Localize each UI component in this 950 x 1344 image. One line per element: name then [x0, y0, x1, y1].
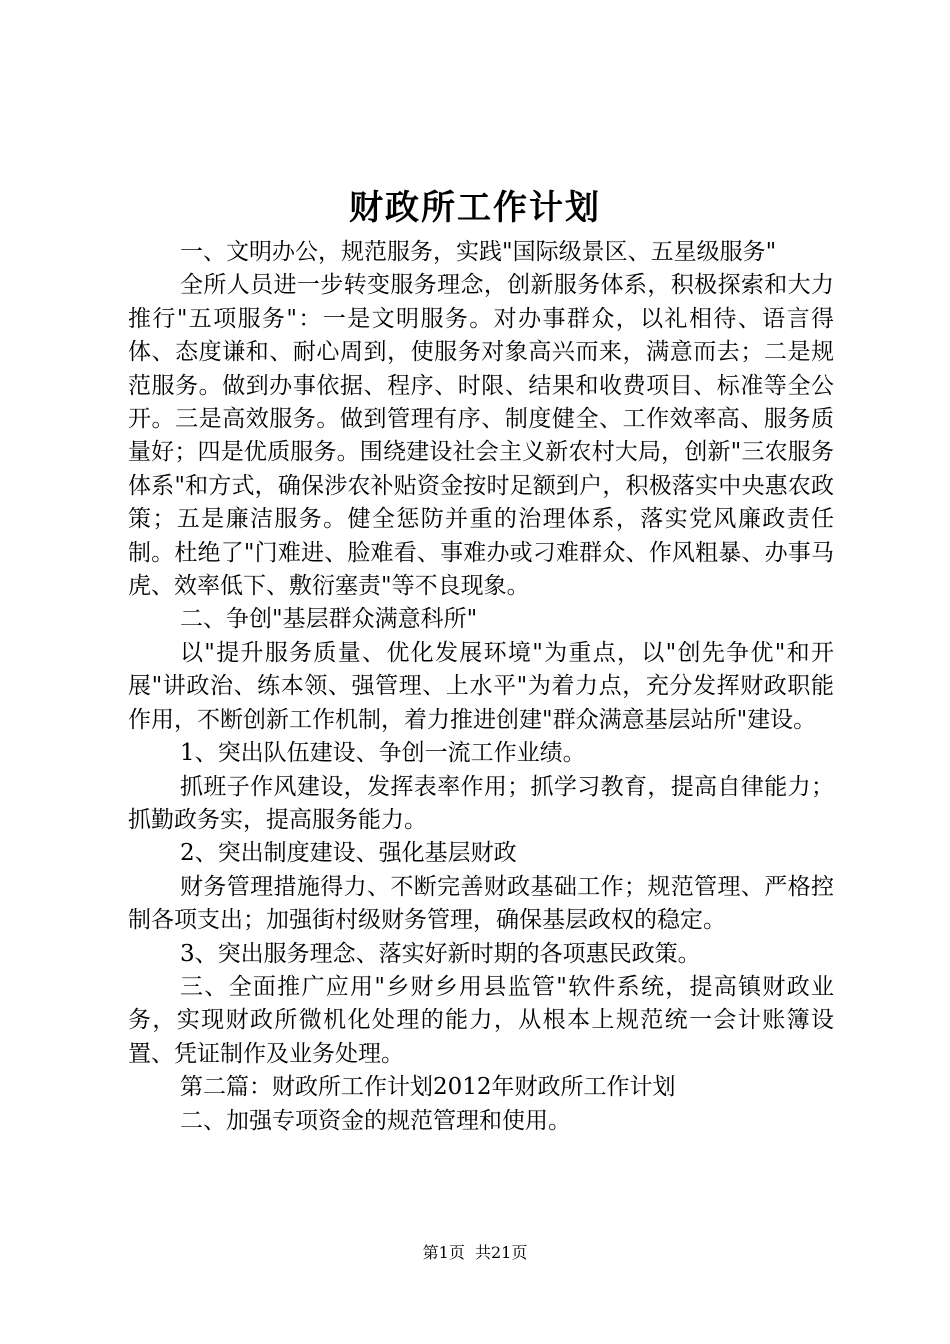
subsection-heading-2: 2、突出制度建设、强化基层财政 [180, 840, 517, 867]
section-heading-1: 一、文明办公，规范服务，实践"国际级景区、五星级服务" [180, 239, 777, 265]
body-paragraph: 全所人员进一步转变服务理念，创新服务体系，积极探索和大力推行"五项服务"：一是文明服务。对办事群众，以礼相待、语言得体、态度谦和、耐心周到，使服务对象高兴而来，满意而去；二是规范服务。做到办事依据、程序、时限、结果和收费项目、标准等全公开。三是高效服务。做到管理有序、制度健全、工作效率高、服务质量好；四是优质服务。围绕建设社会主义新农村大局，创新"三农服务体系"和方式，确保涉农补贴资金按时足额到户，积极落实中央惠农政策；五是廉洁服务。健全惩防并重的治理体系，落实党风廉政责任制。杜绝了"门难进、脸难看、事难办或刁难群众、作风粗暴、办事马虎、效率低下、敷衍塞责"等不良现象。 [128, 272, 834, 600]
section-heading: 二、加强专项资金的规范管理和使用。 [180, 1107, 571, 1134]
chapter-heading: 第二篇：财政所工作计划2012年财政所工作计划 [180, 1074, 676, 1101]
body-paragraph: 财务管理措施得力、不断完善财政基础工作；规范管理、严格控制各项支出；加强街村级财务管理，确保基层政权的稳定。 [128, 873, 834, 934]
section-heading-2: 二、争创"基层群众满意科所" [180, 606, 478, 633]
subsection-heading-1: 1、突出队伍建设、争创一流工作业绩。 [180, 740, 586, 767]
subsection-heading-3: 3、突出服务理念、落实好新时期的各项惠民政策。 [180, 940, 701, 967]
document-body [128, 236, 834, 1138]
body-paragraph: 以"提升服务质量、优化发展环境"为重点，以"创先争优"和开展"讲政治、练本领、强管理、上水平"为着力点，充分发挥财政职能作用，不断创新工作机制，着力推进创建"群众满意基层站所"建设。 [128, 639, 834, 733]
body-paragraph: 抓班子作风建设，发挥表率作用；抓学习教育，提高自律能力；抓勤政务实，提高服务能力。 [128, 773, 834, 833]
page-footer [0, 1242, 950, 1264]
page-number-label: 第1页 共21页 [422, 1243, 528, 1262]
section-heading-3: 三、全面推广应用"乡财乡用县监管"软件系统，提高镇财政业务，实现财政所微机化处理的能力，从根本上规范统一会计账簿设置、凭证制作及业务处理。 [128, 973, 834, 1067]
document-title: 财政所工作计划 [349, 188, 601, 228]
